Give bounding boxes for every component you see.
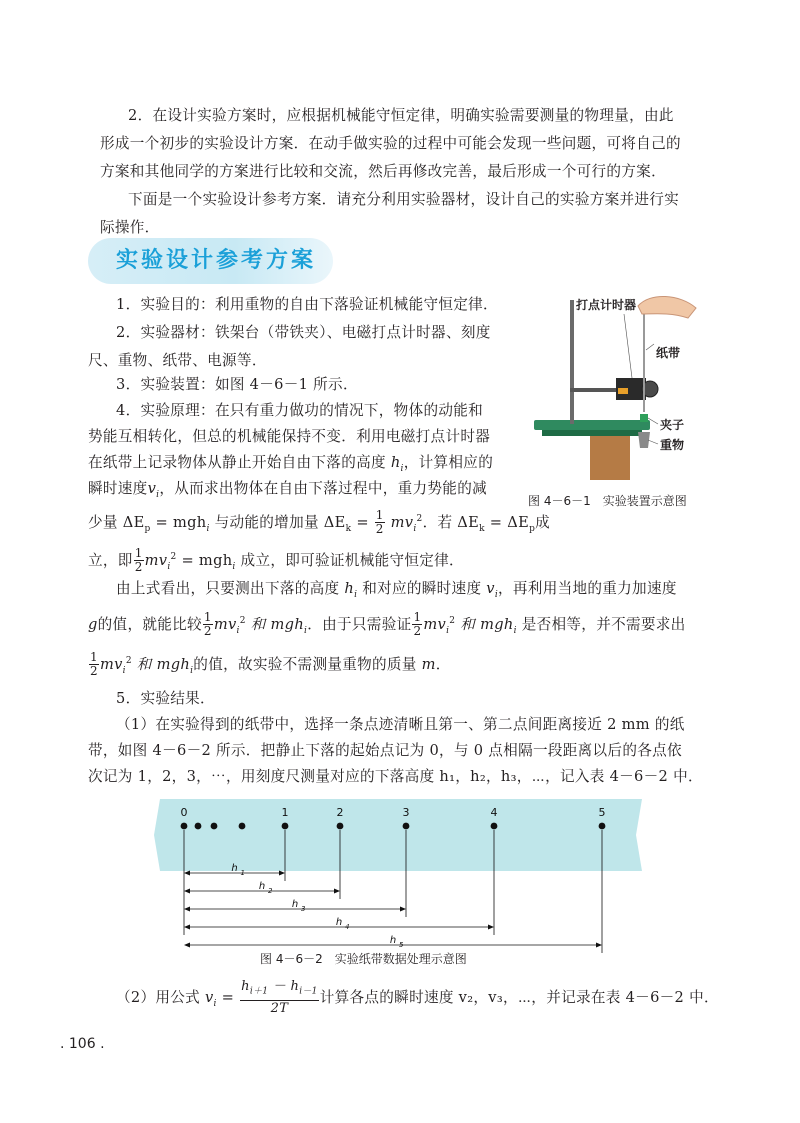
velocity-fraction: $\frac{h_{i+1} - h_{i-1}}{2T}$ — [241, 979, 318, 1016]
para-1-line-1: 2．在设计实验方案时，应根据机械能守恒定律，明确实验需要测量的物理量，由此 — [128, 107, 674, 124]
clip — [640, 414, 648, 422]
h-label: h — [291, 899, 299, 910]
para-2-line-1: 下面是一个实验设计参考方案．请充分利用实验器材，设计自己的实验方案并进行实 — [128, 191, 680, 208]
point-label: 0 — [180, 806, 188, 819]
para-1-line-3: 方案和其他同学的方案进行比较和交流，然后再修改完善，最后形成一个可行的方案． — [100, 163, 666, 180]
item-2-line-2: 尺、重物、纸带、电源等． — [88, 352, 267, 369]
tape-dot — [195, 823, 202, 830]
hand-icon — [638, 296, 696, 318]
label-timer: 打点计时器 — [576, 298, 637, 312]
item-5: 5．实验结果． — [116, 690, 215, 707]
h-label-sub: 3 — [301, 905, 306, 913]
stand-base — [534, 420, 650, 430]
h-label: h — [258, 881, 266, 892]
tape-dot-3 — [403, 823, 410, 830]
tape-figure — [150, 795, 650, 949]
item-4-line-6: 立，即 $\frac{1}{2}$ $mv_i^2 = mgh_i$ 成立，即可验证机械能守恒定律． — [88, 546, 464, 575]
label-tape: 纸带 — [656, 346, 681, 360]
page-number: . 106 . — [60, 1036, 105, 1052]
stand-rod — [570, 300, 574, 424]
item-4-line-4: 瞬时速度$v_i$，从而求出物体在自由下落过程中，重力势能的减 — [88, 480, 487, 500]
section-title: 实验设计参考方案 — [116, 248, 317, 273]
half-fraction: $\frac{1}{2}$ — [375, 508, 384, 537]
point-label: 1 — [281, 806, 289, 819]
item-4-line-1: 4．实验原理：在只有重力做功的情况下，物体的动能和 — [116, 402, 484, 419]
reason-line-2: g的值，就能比较 $\frac{1}{2}$ $mv_i^2$ 和 mgh$_i$．由于只需验证 $\frac{1}{2}$ $mv_i^2$ 和 mgh$_i$ 是否相等，并不需要求出 — [88, 610, 686, 639]
table-leg — [590, 434, 630, 480]
point-label: 5 — [598, 806, 606, 819]
point-label: 4 — [490, 806, 498, 819]
tape-dot-5 — [599, 823, 606, 830]
h-label-sub: 5 — [399, 941, 404, 949]
item-2-line-1: 2．实验器材：铁架台（带铁夹）、电磁打点计时器、刻度 — [116, 324, 491, 341]
h-label: h — [335, 917, 343, 928]
reason-line-1: 由上式看出，只要测出下落的高度 $h_i$ 和对应的瞬时速度 $v_i$，再利用当地的重力加速度 — [116, 580, 677, 600]
figure-1-caption: 图 4－6－1 实验装置示意图 — [528, 494, 687, 508]
step-1-line-3: 次记为 1，2，3，⋯，用刻度尺测量对应的下落高度 h₁，h₂，h₃，⋯，记入表 4－6－2 中． — [88, 768, 703, 785]
apparatus-figure — [520, 284, 720, 484]
label-weight: 重物 — [660, 438, 685, 452]
tape-dot — [211, 823, 218, 830]
tape-dot-1 — [282, 823, 289, 830]
para-1-line-2: 形成一个初步的实验设计方案．在动手做实验的过程中可能会发现一些问题，可将自己的 — [100, 135, 681, 152]
tape-dot-2 — [337, 823, 344, 830]
tape-dot — [239, 823, 246, 830]
tape-dot-4 — [491, 823, 498, 830]
h-label: h — [231, 863, 238, 874]
paper-tape — [154, 799, 642, 871]
label-clip: 夹子 — [660, 418, 685, 432]
tape-dot-0 — [181, 823, 188, 830]
h-label-sub: 2 — [268, 887, 273, 895]
item-3: 3．实验装置：如图 4－6－1 所示． — [116, 376, 358, 393]
para-2-line-2: 际操作． — [100, 219, 160, 236]
item-4-line-3: 在纸带上记录物体从静止开始自由下落的高度 $h_i$，计算相应的 — [88, 454, 494, 474]
reason-line-3: $\frac{1}{2}$ $mv_i^2$ 和 mgh$_i$的值，故实验不需测量重物的质量 m． — [90, 650, 451, 679]
figure-2-caption: 图 4－6－2 实验纸带数据处理示意图 — [260, 952, 467, 966]
item-1: 1．实验目的：利用重物的自由下落验证机械能守恒定律． — [116, 296, 498, 313]
h-label-sub: 4 — [345, 923, 350, 931]
h-label: h — [389, 935, 397, 946]
item-4-line-5: 少量 $\Delta E_p = mgh_i$ 与动能的增加量 $\Delta E_k$ = $\frac{1}{2}$ $mv_i^2$．若 $\Delta E_k = \Delta E_p$成 — [88, 508, 551, 537]
point-label: 2 — [336, 806, 344, 819]
step-2: （2）用公式 $v_i$ = $\frac{h_{i+1} - h_{i-1}}{2T}$ 计算各点的瞬时速度 v₂，v₃，⋯，并记录在表 4－6－2 中． — [116, 979, 719, 1016]
point-label: 3 — [402, 806, 410, 819]
step-1-line-2: 带，如图 4－6－2 所示．把静止下落的起始点记为 0，与 0 点相隔一段距离以后的各点依 — [88, 742, 682, 759]
h-label-sub: 1 — [240, 869, 245, 877]
step-1-line-1: （1）在实验得到的纸带中，选择一条点迹清晰且第一、第二点间距离接近 2 mm 的纸 — [116, 716, 685, 733]
item-4-line-2: 势能互相转化，但总的机械能保持不变．利用电磁打点计时器 — [88, 428, 491, 445]
